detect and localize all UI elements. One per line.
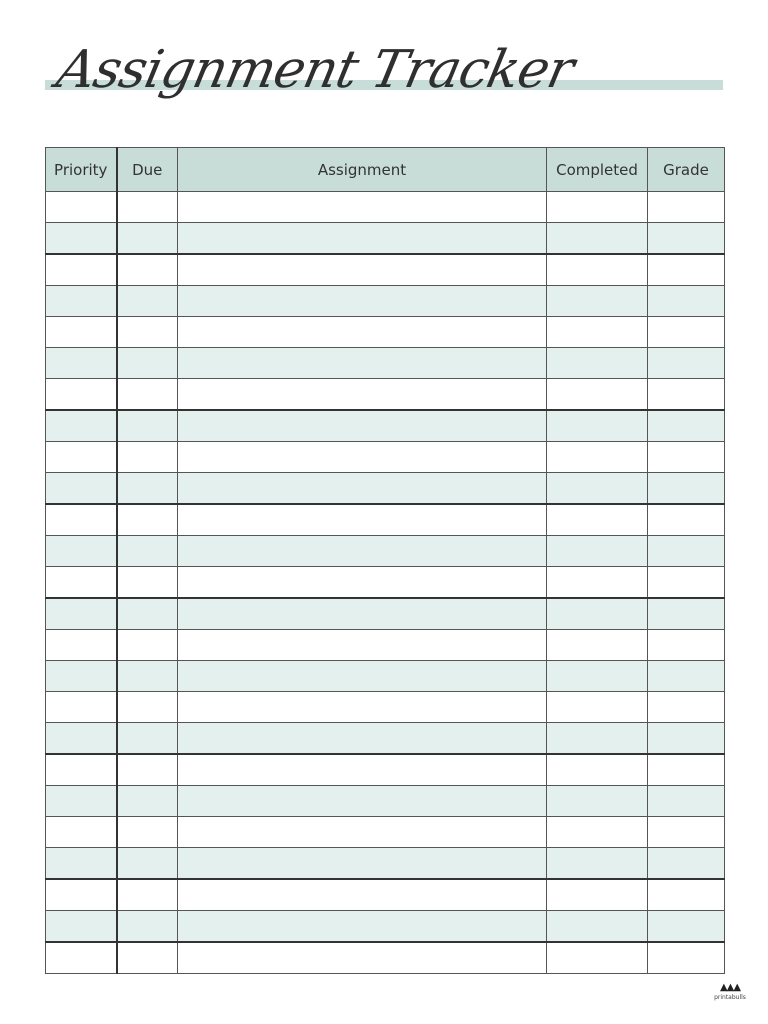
cell-completed[interactable] [547,817,648,848]
header-assignment: Assignment [178,148,547,192]
cell-grade[interactable] [648,723,725,755]
cell-due[interactable] [117,723,178,755]
cell-grade[interactable] [648,192,725,223]
cell-due[interactable] [117,567,178,599]
cell-assignment[interactable] [178,848,547,880]
table-row [46,630,725,661]
cell-completed[interactable] [547,723,648,755]
cell-grade[interactable] [648,754,725,786]
table-row [46,223,725,255]
cell-grade[interactable] [648,848,725,880]
header-grade: Grade [648,148,725,192]
cell-due[interactable] [117,661,178,692]
cell-priority[interactable] [46,192,117,223]
header-priority: Priority [46,148,117,192]
cell-assignment[interactable] [178,410,547,442]
cell-due[interactable] [117,442,178,473]
cell-priority[interactable] [46,911,117,943]
cell-completed[interactable] [547,379,648,411]
cell-assignment[interactable] [178,254,547,286]
cell-assignment[interactable] [178,692,547,723]
table-body [46,192,725,974]
table-row [46,848,725,880]
cell-priority[interactable] [46,504,117,536]
cell-due[interactable] [117,630,178,661]
cell-completed[interactable] [547,254,648,286]
cell-assignment[interactable] [178,317,547,348]
cell-grade[interactable] [648,254,725,286]
cell-priority[interactable] [46,286,117,317]
table-header-row [46,148,725,192]
bull-icon: ▲▲▲ [719,982,741,993]
cell-completed[interactable] [547,598,648,630]
cell-assignment[interactable] [178,754,547,786]
cell-assignment[interactable] [178,630,547,661]
cell-completed[interactable] [547,504,648,536]
table-row [46,661,725,692]
cell-grade[interactable] [648,504,725,536]
cell-due[interactable] [117,879,178,911]
cell-assignment[interactable] [178,192,547,223]
table-row [46,817,725,848]
table-row [46,442,725,473]
cell-grade[interactable] [648,473,725,505]
cell-completed[interactable] [547,848,648,880]
assignment-table [45,147,725,974]
cell-due[interactable] [117,754,178,786]
cell-assignment[interactable] [178,567,547,599]
table-row [46,504,725,536]
page-title: Assignment Tracker [51,40,579,100]
cell-priority[interactable] [46,692,117,723]
table-row [46,879,725,911]
header-completed: Completed [547,148,648,192]
cell-completed[interactable] [547,473,648,505]
cell-priority[interactable] [46,879,117,911]
cell-completed[interactable] [547,348,648,379]
table-row [46,254,725,286]
cell-grade[interactable] [648,817,725,848]
table-row [46,723,725,755]
cell-due[interactable] [117,379,178,411]
cell-due[interactable] [117,317,178,348]
cell-due[interactable] [117,692,178,723]
table-row [46,786,725,817]
cell-grade[interactable] [648,223,725,255]
cell-completed[interactable] [547,911,648,943]
cell-priority[interactable] [46,317,117,348]
cell-grade[interactable] [648,286,725,317]
cell-assignment[interactable] [178,661,547,692]
table-row [46,754,725,786]
cell-due[interactable] [117,223,178,255]
printabulls-logo [712,982,748,1004]
cell-due[interactable] [117,410,178,442]
header-due: Due [117,148,178,192]
cell-due[interactable] [117,786,178,817]
cell-due[interactable] [117,348,178,379]
cell-assignment[interactable] [178,879,547,911]
cell-priority[interactable] [46,754,117,786]
cell-grade[interactable] [648,379,725,411]
cell-assignment[interactable] [178,598,547,630]
cell-grade[interactable] [648,692,725,723]
cell-completed[interactable] [547,410,648,442]
cell-priority[interactable] [46,598,117,630]
table-row [46,286,725,317]
cell-priority[interactable] [46,848,117,880]
table-row [46,536,725,567]
cell-priority[interactable] [46,723,117,755]
cell-completed[interactable] [547,442,648,473]
table-row [46,410,725,442]
cell-priority[interactable] [46,254,117,286]
cell-completed[interactable] [547,754,648,786]
cell-completed[interactable] [547,692,648,723]
cell-grade[interactable] [648,911,725,943]
cell-grade[interactable] [648,348,725,379]
cell-completed[interactable] [547,286,648,317]
cell-priority[interactable] [46,630,117,661]
cell-assignment[interactable] [178,442,547,473]
cell-assignment[interactable] [178,817,547,848]
cell-assignment[interactable] [178,379,547,411]
table-row [46,317,725,348]
cell-priority[interactable] [46,379,117,411]
cell-priority[interactable] [46,567,117,599]
cell-priority[interactable] [46,223,117,255]
table-row [46,911,725,943]
cell-assignment[interactable] [178,286,547,317]
cell-grade[interactable] [648,410,725,442]
table-row [46,942,725,974]
cell-due[interactable] [117,192,178,223]
cell-grade[interactable] [648,442,725,473]
cell-assignment[interactable] [178,942,547,974]
title-area [0,0,768,140]
cell-priority[interactable] [46,410,117,442]
table-row [46,692,725,723]
cell-priority[interactable] [46,536,117,567]
table-row [46,192,725,223]
table-row [46,598,725,630]
cell-assignment[interactable] [178,473,547,505]
cell-assignment[interactable] [178,786,547,817]
cell-due[interactable] [117,536,178,567]
cell-due[interactable] [117,286,178,317]
cell-due[interactable] [117,817,178,848]
cell-grade[interactable] [648,942,725,974]
cell-priority[interactable] [46,348,117,379]
cell-assignment[interactable] [178,223,547,255]
cell-due[interactable] [117,848,178,880]
cell-due[interactable] [117,504,178,536]
cell-completed[interactable] [547,192,648,223]
cell-assignment[interactable] [178,348,547,379]
cell-assignment[interactable] [178,911,547,943]
logo-text: printabulls [714,994,746,1001]
cell-completed[interactable] [547,661,648,692]
cell-priority[interactable] [46,817,117,848]
cell-assignment[interactable] [178,504,547,536]
cell-priority[interactable] [46,442,117,473]
cell-completed[interactable] [547,536,648,567]
table-row [46,473,725,505]
cell-grade[interactable] [648,567,725,599]
cell-grade[interactable] [648,317,725,348]
table-row [46,567,725,599]
cell-completed[interactable] [547,942,648,974]
cell-completed[interactable] [547,223,648,255]
cell-completed[interactable] [547,317,648,348]
cell-assignment[interactable] [178,536,547,567]
cell-grade[interactable] [648,879,725,911]
cell-due[interactable] [117,254,178,286]
cell-grade[interactable] [648,786,725,817]
cell-due[interactable] [117,911,178,943]
cell-grade[interactable] [648,598,725,630]
cell-completed[interactable] [547,879,648,911]
cell-due[interactable] [117,473,178,505]
table-row [46,348,725,379]
cell-completed[interactable] [547,786,648,817]
cell-priority[interactable] [46,473,117,505]
cell-priority[interactable] [46,786,117,817]
cell-due[interactable] [117,942,178,974]
cell-grade[interactable] [648,630,725,661]
cell-priority[interactable] [46,942,117,974]
cell-priority[interactable] [46,661,117,692]
cell-due[interactable] [117,598,178,630]
table-row [46,379,725,411]
cell-completed[interactable] [547,567,648,599]
cell-assignment[interactable] [178,723,547,755]
cell-completed[interactable] [547,630,648,661]
cell-grade[interactable] [648,536,725,567]
cell-grade[interactable] [648,661,725,692]
